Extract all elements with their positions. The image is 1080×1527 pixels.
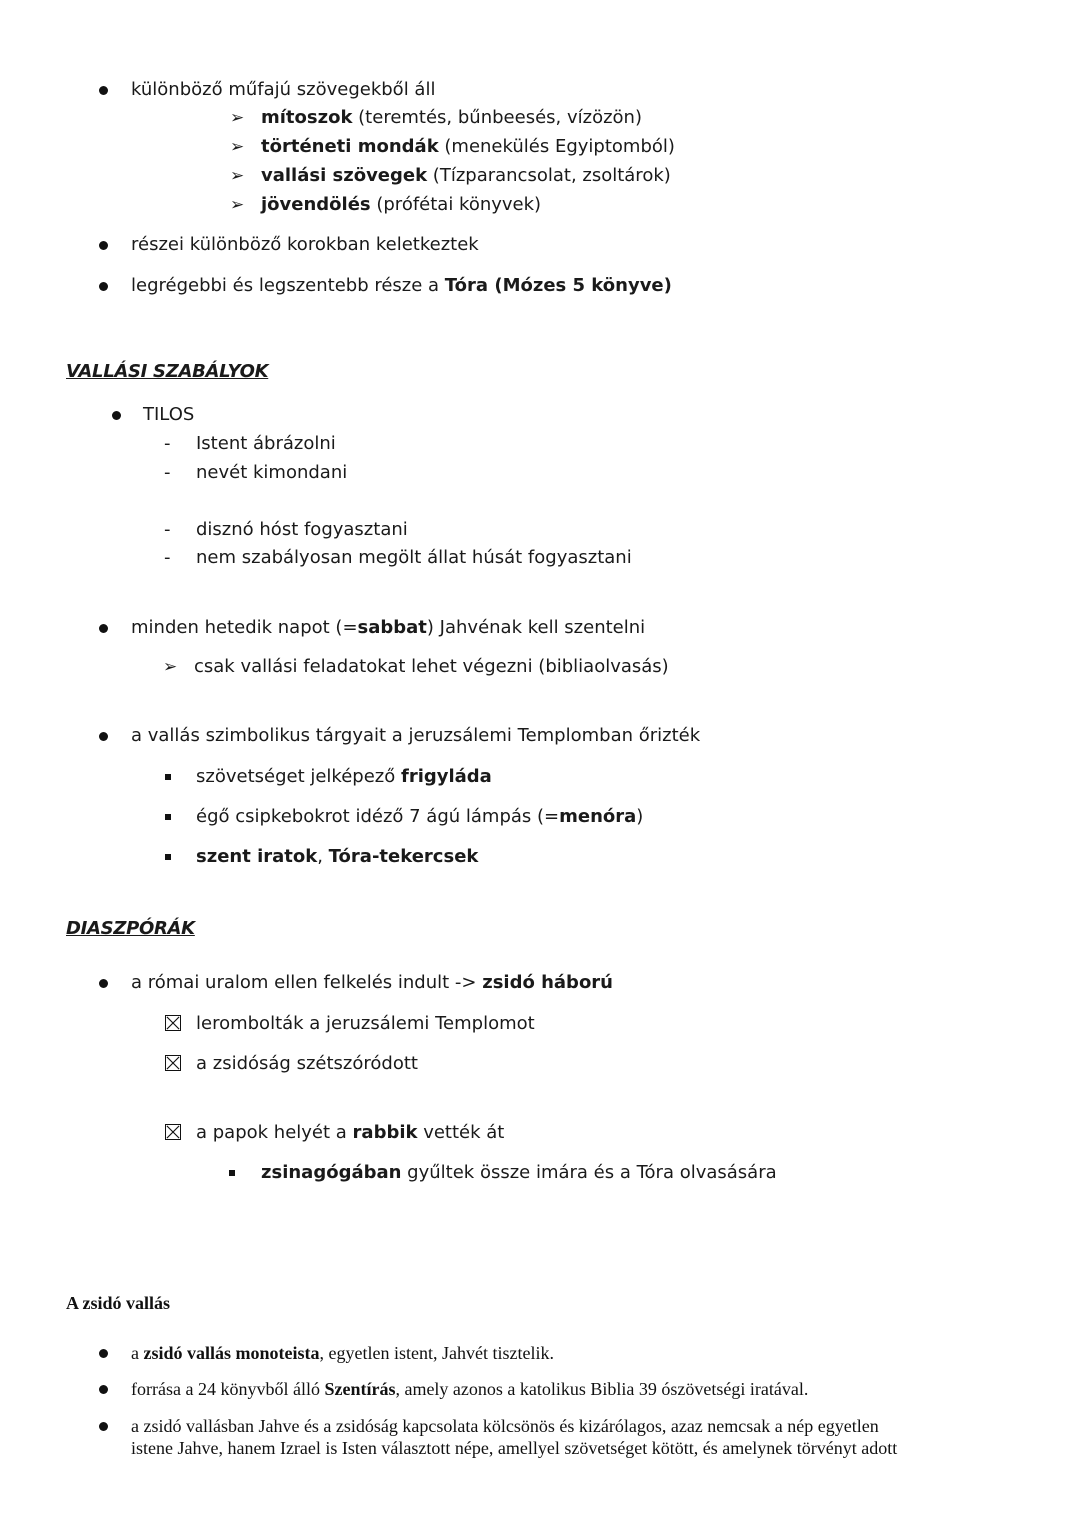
dash-bullet-icon: - (164, 433, 171, 454)
section-heading: DIASZPÓRÁK (66, 918, 195, 939)
list-item: zsinagógában gyűltek össze imára és a Tóra olvasására (261, 1162, 777, 1183)
list-item: részei különböző korokban keletkeztek (131, 234, 479, 255)
list-item: égő csipkebokrot idéző 7 ágú lámpás (=menóra) (196, 806, 644, 827)
arrow-bullet-icon: ➢ (230, 137, 245, 157)
square-bullet-icon (229, 1170, 235, 1176)
list-item: a zsidóság szétszóródott (196, 1053, 418, 1074)
list-item: történeti mondák (menekülés Egyiptomból) (261, 136, 675, 157)
bullet-icon (99, 1422, 108, 1431)
list-item: nevét kimondani (196, 462, 348, 483)
bullet-icon (99, 624, 108, 633)
bullet-icon (99, 979, 108, 988)
list-item: minden hetedik napot (=sabbat) Jahvénak kell szentelni (131, 617, 646, 638)
bullet-icon (99, 732, 108, 741)
list-item: nem szabályosan megölt állat húsát fogyasztani (196, 547, 632, 568)
list-item: szövetséget jelképező frigyláda (196, 766, 492, 787)
list-item: lerombolták a jeruzsálemi Templomot (196, 1013, 535, 1034)
checkbox-x-icon (165, 1055, 181, 1071)
bullet-icon (99, 1385, 108, 1394)
list-item: a vallás szimbolikus tárgyait a jeruzsálemi Templomban őrizték (131, 725, 701, 746)
arrow-bullet-icon: ➢ (163, 657, 178, 677)
list-item: vallási szövegek (Tízparancsolat, zsoltárok) (261, 165, 671, 186)
section-title: A zsidó vallás (66, 1293, 171, 1313)
list-item: a zsidó vallás monoteista, egyetlen istent, Jahvét tisztelik. (131, 1343, 554, 1363)
list-item: Istent ábrázolni (196, 433, 336, 454)
list-item: különböző műfajú szövegekből áll (131, 79, 436, 100)
list-item: a zsidó vallásban Jahve és a zsidóság kapcsolata kölcsönös és kizárólagos, azaz nemcsak a nép egyetlen (131, 1416, 879, 1436)
list-item: legrégebbi és legszentebb része a Tóra (Mózes 5 könyve) (131, 275, 672, 296)
bullet-icon (99, 86, 108, 95)
bullet-icon (112, 411, 121, 420)
bullet-icon (99, 241, 108, 250)
list-item: szent iratok, Tóra-tekercsek (196, 846, 479, 867)
square-bullet-icon (165, 774, 171, 780)
list-item: forrása a 24 könyvből álló Szentírás, amely azonos a katolikus Biblia 39 ószövetségi iratával. (131, 1379, 809, 1399)
arrow-bullet-icon: ➢ (230, 108, 245, 128)
list-item: csak vallási feladatokat lehet végezni (bibliaolvasás) (194, 656, 669, 677)
list-item-continuation: istene Jahve, hanem Izrael is Isten választott népe, amellyel szövetséget kötött, és amelynek törvényt adott (131, 1438, 898, 1458)
list-item: a római uralom ellen felkelés indult -> zsidó háború (131, 972, 613, 993)
dash-bullet-icon: - (164, 519, 171, 540)
checkbox-x-icon (165, 1015, 181, 1031)
arrow-bullet-icon: ➢ (230, 166, 245, 186)
dash-bullet-icon: - (164, 462, 171, 483)
bullet-icon (99, 1349, 108, 1358)
list-item: disznó hóst fogyasztani (196, 519, 408, 540)
dash-bullet-icon: - (164, 547, 171, 568)
list-item: TILOS (143, 404, 195, 425)
bullet-icon (99, 282, 108, 291)
section-heading: VALLÁSI SZABÁLYOK (66, 361, 269, 382)
square-bullet-icon (165, 854, 171, 860)
list-item: jövendölés (prófétai könyvek) (261, 194, 542, 215)
arrow-bullet-icon: ➢ (230, 195, 245, 215)
list-item: mítoszok (teremtés, bűnbeesés, vízözön) (261, 107, 642, 128)
list-item: a papok helyét a rabbik vették át (196, 1122, 505, 1143)
checkbox-x-icon (165, 1124, 181, 1140)
square-bullet-icon (165, 814, 171, 820)
